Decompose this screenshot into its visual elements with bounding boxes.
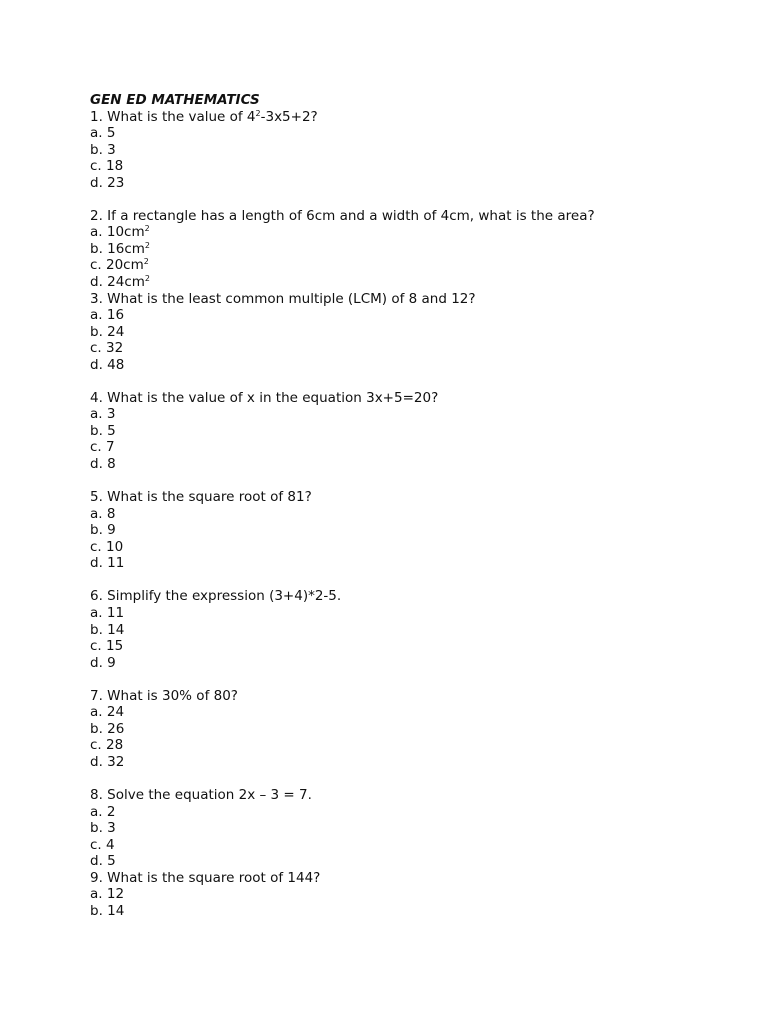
option-text: d. 32	[90, 753, 125, 770]
option-text: d. 48	[90, 356, 125, 373]
option-c	[90, 737, 730, 754]
option-text: c. 4	[90, 836, 115, 853]
question-8	[90, 787, 730, 804]
question-text: 6. Simplify the expression (3+4)*2-5.	[90, 588, 342, 605]
option-a	[90, 704, 730, 721]
option-text: c. 32	[90, 340, 124, 357]
option-b	[90, 324, 730, 341]
question-text: 1. What is the value of 4	[90, 108, 256, 125]
document-page	[90, 92, 730, 919]
option-a	[90, 125, 730, 142]
question-text: 9. What is the square root of 144?	[90, 869, 321, 886]
option-text: b. 26	[90, 720, 125, 737]
option-c	[90, 439, 730, 456]
blank-line	[90, 191, 730, 208]
option-a	[90, 224, 730, 241]
option-d	[90, 555, 730, 572]
option-text: b. 3	[90, 820, 116, 837]
exponent: 2	[144, 240, 150, 250]
question-text-end: -3x5+2?	[260, 108, 318, 125]
option-text: c. 18	[90, 158, 124, 175]
option-text: b. 5	[90, 422, 116, 439]
question-9	[90, 870, 730, 887]
option-c	[90, 158, 730, 175]
question-6	[90, 588, 730, 605]
option-a	[90, 804, 730, 821]
exponent: 2	[144, 274, 150, 284]
question-text: 8. Solve the equation 2x – 3 = 7.	[90, 786, 312, 803]
option-text: d. 23	[90, 174, 125, 191]
question-text: 3. What is the least common multiple (LCM) of 8 and 12?	[90, 290, 476, 307]
option-d	[90, 175, 730, 192]
option-text: c. 20cm	[90, 257, 144, 274]
option-b	[90, 721, 730, 738]
question-text: 5. What is the square root of 81?	[90, 489, 312, 506]
exponent: 2	[143, 257, 149, 267]
question-4	[90, 390, 730, 407]
question-text: 7. What is 30% of 80?	[90, 687, 238, 704]
blank-line	[90, 373, 730, 390]
exponent: 2	[255, 108, 261, 118]
option-b	[90, 142, 730, 159]
option-a	[90, 605, 730, 622]
option-c	[90, 539, 730, 556]
option-d	[90, 357, 730, 374]
option-text: c. 28	[90, 737, 124, 754]
option-text: b. 14	[90, 902, 125, 919]
option-text: d. 11	[90, 555, 125, 572]
blank-line	[90, 671, 730, 688]
blank-line	[90, 572, 730, 589]
option-a	[90, 307, 730, 324]
question-text: 2. If a rectangle has a length of 6cm and a width of 4cm, what is the area?	[90, 207, 595, 224]
option-text: a. 5	[90, 125, 116, 142]
option-d	[90, 853, 730, 870]
blank-line	[90, 770, 730, 787]
option-text: c. 7	[90, 439, 115, 456]
option-text: a. 12	[90, 886, 125, 903]
option-text: a. 8	[90, 505, 116, 522]
option-text: b. 24	[90, 323, 125, 340]
option-a	[90, 406, 730, 423]
blank-line	[90, 473, 730, 490]
option-c	[90, 837, 730, 854]
question-7	[90, 688, 730, 705]
option-c	[90, 638, 730, 655]
option-text: a. 16	[90, 307, 125, 324]
question-5	[90, 489, 730, 506]
question-2	[90, 208, 730, 225]
option-d	[90, 456, 730, 473]
question-text: 4. What is the value of x in the equation 3x+5=20?	[90, 389, 439, 406]
option-b	[90, 522, 730, 539]
option-b	[90, 241, 730, 258]
option-b	[90, 622, 730, 639]
option-text: a. 2	[90, 803, 116, 820]
option-d	[90, 274, 730, 291]
option-d	[90, 754, 730, 771]
option-text: d. 8	[90, 456, 116, 473]
option-text: b. 3	[90, 141, 116, 158]
option-text: b. 14	[90, 621, 125, 638]
option-a	[90, 886, 730, 903]
option-b	[90, 903, 730, 920]
option-text: c. 10	[90, 538, 124, 555]
option-text: a. 3	[90, 406, 116, 423]
option-text: c. 15	[90, 638, 124, 655]
option-b	[90, 820, 730, 837]
option-a	[90, 506, 730, 523]
option-c	[90, 257, 730, 274]
option-text: a. 10cm	[90, 224, 145, 241]
option-text: d. 24cm	[90, 274, 145, 291]
option-text: b. 16cm	[90, 240, 145, 257]
option-d	[90, 655, 730, 672]
option-c	[90, 340, 730, 357]
option-text: d. 9	[90, 654, 116, 671]
option-text: d. 5	[90, 853, 116, 870]
option-text: b. 9	[90, 522, 116, 539]
question-1	[90, 109, 730, 126]
option-b	[90, 423, 730, 440]
option-text: a. 24	[90, 704, 125, 721]
question-3	[90, 291, 730, 308]
option-text: a. 11	[90, 604, 125, 621]
exponent: 2	[144, 224, 150, 234]
document-title: GEN ED MATHEMATICS	[90, 92, 260, 108]
